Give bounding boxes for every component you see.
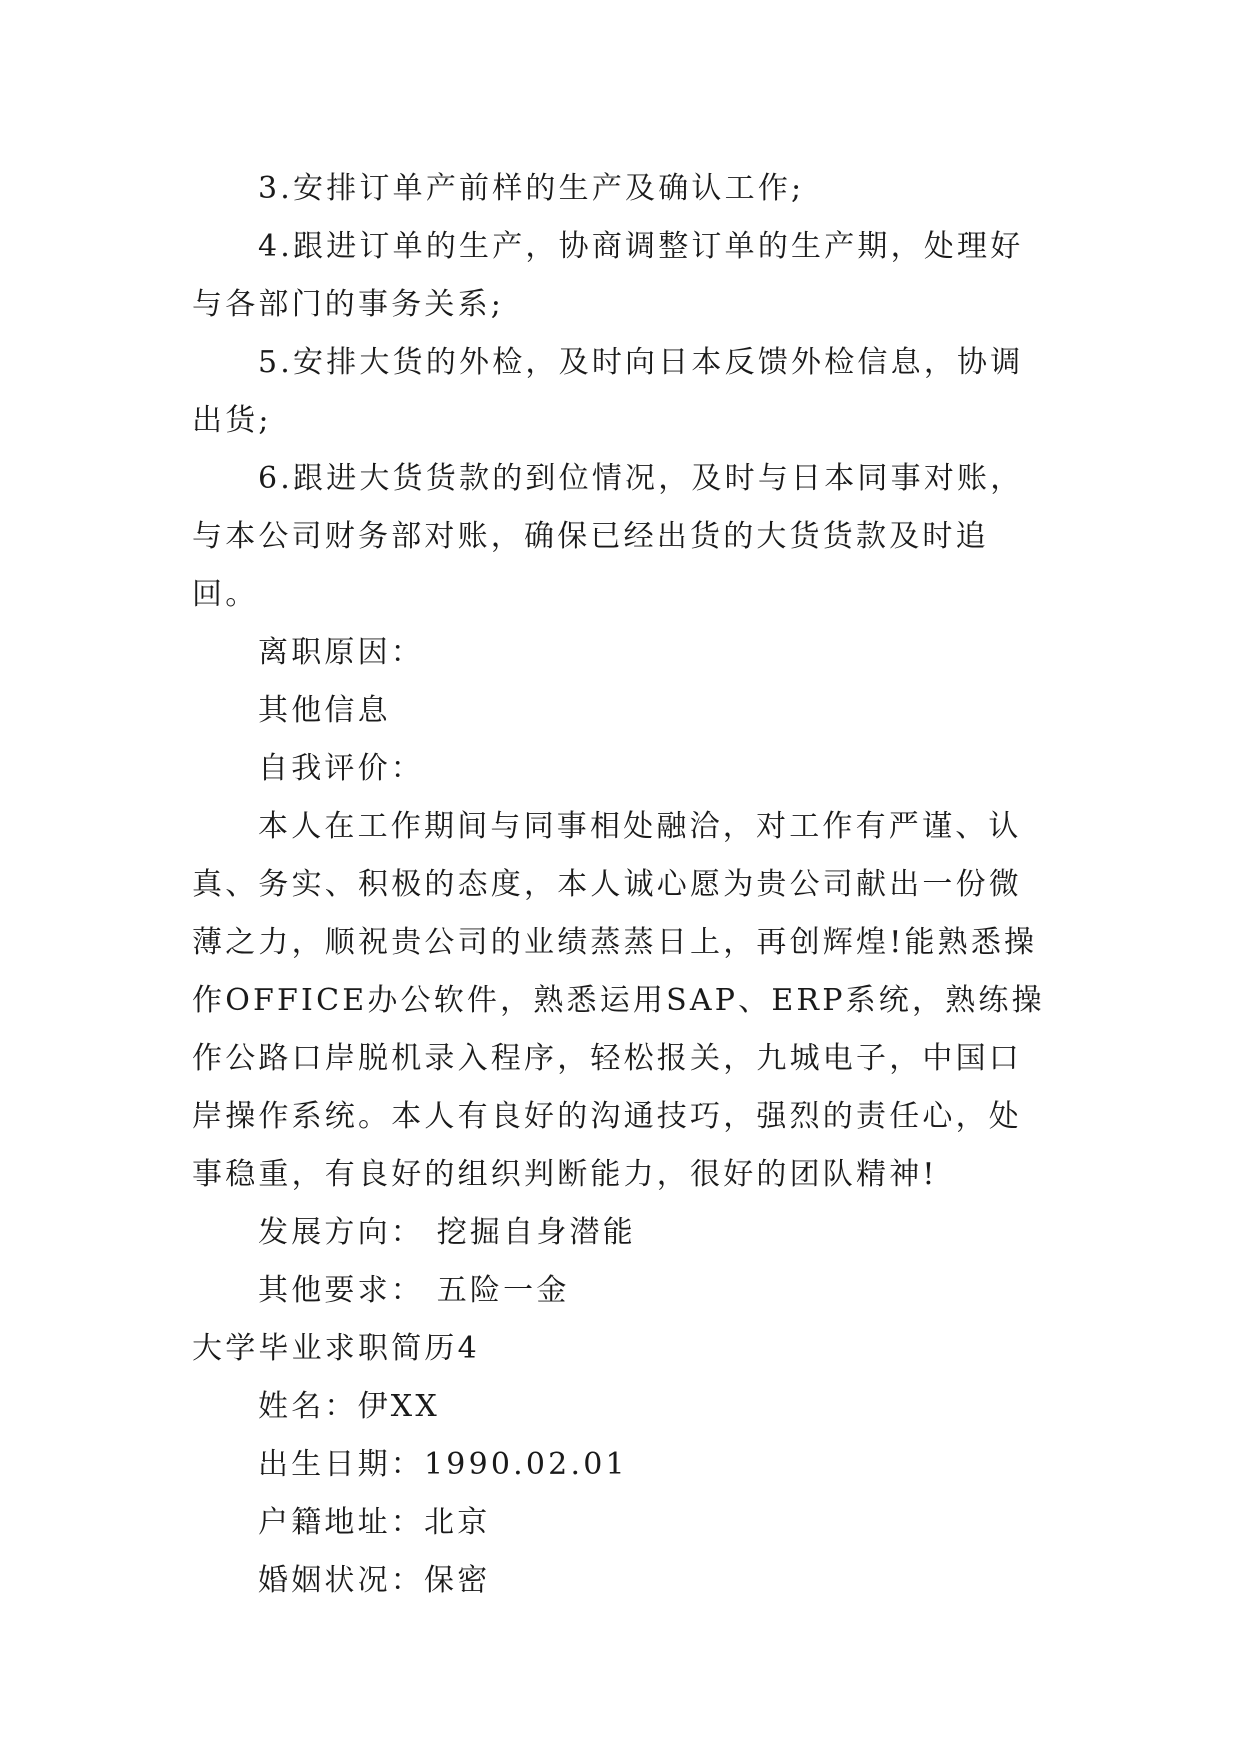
paragraph-duty-6: 6.跟进大货货款的到位情况，及时与日本同事对账，与本公司财务部对账，确保已经出货的大货货款及时追回。 bbox=[192, 461, 1024, 612]
paragraph-duty-4: 4.跟进订单的生产，协商调整订单的生产期，处理好与各部门的事务关系; bbox=[192, 229, 1024, 322]
other-requirements: 其他要求： 五险一金 bbox=[258, 1273, 570, 1308]
resume-section-title: 大学毕业求职简历4 bbox=[192, 1331, 480, 1366]
leave-reason-label: 离职原因： bbox=[258, 635, 424, 670]
self-evaluation-label: 自我评价： bbox=[258, 751, 424, 786]
field-marital-status: 婚姻状况：保密 bbox=[258, 1563, 491, 1598]
development-direction: 发展方向： 挖掘自身潜能 bbox=[258, 1215, 636, 1250]
other-info-heading: 其他信息 bbox=[258, 693, 391, 728]
field-birth-date: 出生日期：1990.02.01 bbox=[258, 1447, 628, 1482]
paragraph-duty-5: 5.安排大货的外检，及时向日本反馈外检信息，协调出货; bbox=[192, 345, 1024, 438]
field-name: 姓名：伊XX bbox=[258, 1389, 440, 1424]
paragraph-duty-3: 3.安排订单产前样的生产及确认工作; bbox=[258, 171, 805, 206]
self-evaluation-body: 本人在工作期间与同事相处融洽，对工作有严谨、认真、务实、积极的态度，本人诚心愿为贵公司献出一份微薄之力，顺祝贵公司的业绩蒸蒸日上，再创辉煌!能熟悉操作OFFICE办公软件，熟悉运用SAP、ERP系统，熟练操作公路口岸脱机录入程序，轻松报关，九城电子，中国口岸操作系统。本人有良好的沟通技巧，强烈的责任心，处事稳重，有良好的组织判断能力，很好的团队精神! bbox=[192, 809, 1045, 1192]
field-hukou-address: 户籍地址：北京 bbox=[258, 1505, 491, 1540]
document-body bbox=[192, 160, 1054, 1610]
